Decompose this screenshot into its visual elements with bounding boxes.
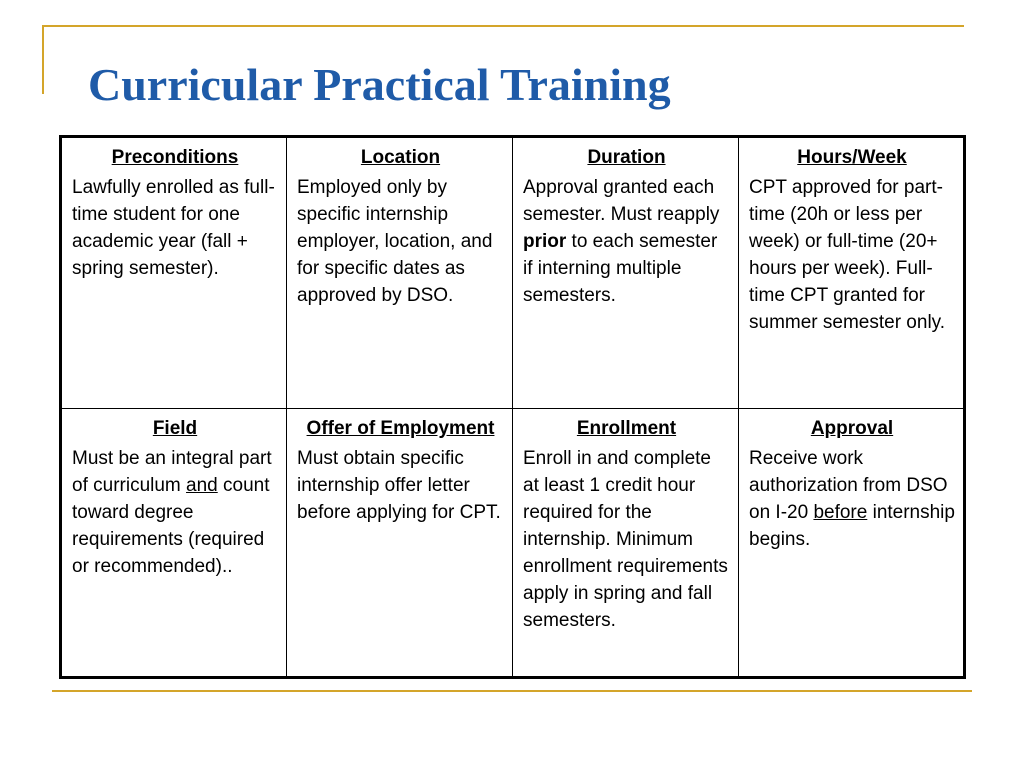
cell-text: Enroll in and complete at least 1 credit hour required for the internship. Minimum enrollment requirements apply in spring and fall semesters. [523,448,728,631]
cell-text: Lawfully enrolled as full-time student for one academic year (fall + spring semester). [72,177,275,279]
table-row [61,137,965,409]
cell-heading: Hours/Week [797,147,907,168]
cell-text: Employed only by specific internship employer, location, and for specific dates as approved by DSO. [297,177,493,306]
accent-line-bottom [52,690,972,692]
cell-heading: Offer of Employment [306,418,495,439]
cpt-requirements-table [59,135,966,679]
cell-text [523,174,730,309]
cell-heading: Enrollment [576,418,677,439]
cell-hours-week [739,137,965,409]
cell-heading: Approval [810,418,894,439]
emphasis-text: prior [523,231,567,252]
accent-line-left [42,26,44,94]
cell-text: CPT approved for part-time (20h or less per week) or full-time (20+ hours per week). Full-time CPT granted for summer semester only. [749,177,946,333]
emphasis-text: before [813,502,868,523]
cell-offer-of-employment [287,409,513,678]
text-segment: to each semester if interning multiple semesters. [523,231,718,306]
text-segment: count toward degree requirements (required or recommended).. [72,475,270,577]
emphasis-text: and [186,475,218,496]
cell-field [61,409,287,678]
cell-heading: Duration [587,147,666,168]
table-row [61,409,965,678]
cell-preconditions [61,137,287,409]
text-segment: Receive work authorization from DSO on I-20 [749,448,948,523]
cell-enrollment [513,409,739,678]
slide-title: Curricular Practical Training [88,59,671,110]
cell-heading: Preconditions [111,147,239,168]
cell-text [749,445,955,553]
text-segment: internship begins. [749,502,955,550]
cell-location [287,137,513,409]
cell-duration [513,137,739,409]
text-segment: Approval granted each semester. Must reapply [523,177,720,225]
cell-text: Must obtain specific internship offer letter before applying for CPT. [297,448,501,523]
cell-heading: Field [152,418,198,439]
cell-approval [739,409,965,678]
cell-heading: Location [360,147,441,168]
accent-line-top [42,25,964,27]
text-segment: Must be an integral part of curriculum [72,448,272,496]
cell-text [72,445,278,580]
